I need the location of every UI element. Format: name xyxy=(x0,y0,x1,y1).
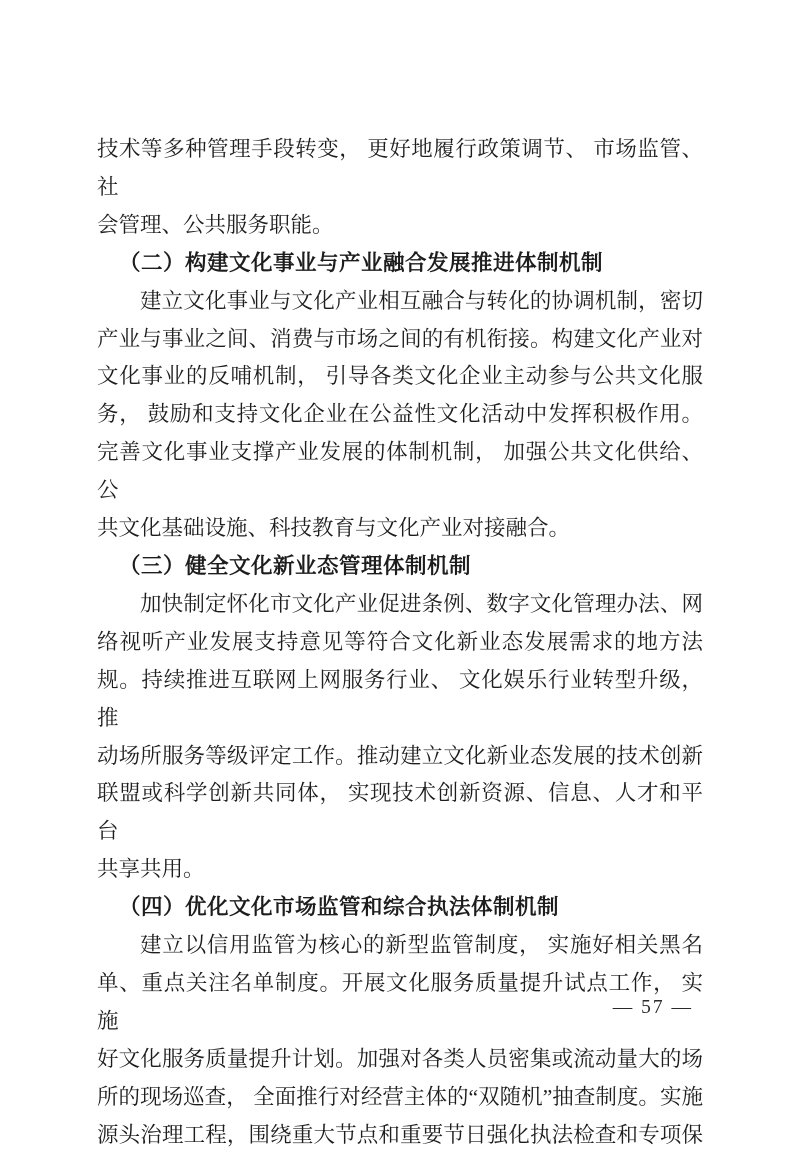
section-heading: （三）健全文化新业态管理体制机制 xyxy=(119,553,472,578)
text-line: 务， 鼓励和支持文化企业在公益性文化活动中发挥积极作用。 xyxy=(97,402,703,427)
text-line: 产业与事业之间、消费与市场之间的有机衔接。构建文化产业对 xyxy=(97,326,703,351)
text-line: 动场所服务等级评定工作。推动建立文化新业态发展的技术创新 xyxy=(97,743,703,768)
text-line: 规。持续推进互联网上网服务行业、 文化娱乐行业转型升级，推 xyxy=(97,667,703,730)
text-line: 文化事业的反哺机制， 引导各类文化企业主动参与公共文化服 xyxy=(97,364,703,389)
text-line: 技术等多种管理手段转变， 更好地履行政策调节、 市场监管、社 xyxy=(97,137,703,199)
text-line: 完善文化事业支撑产业发展的体制机制， 加强公共文化供给、公 xyxy=(97,440,703,503)
text-line: 单、重点关注名单制度。开展文化服务质量提升试点工作， 实施 xyxy=(97,970,703,1033)
text-line: 建立文化事业与文化产业相互融合与转化的协调机制，密切 xyxy=(140,288,703,313)
text-line: 建立以信用监管为核心的新型监管制度， 实施好相关黑名 xyxy=(140,933,703,958)
text-line: 共文化基础设施、科技教育与文化产业对接融合。 xyxy=(97,516,571,541)
text-line: 源头治理工程，围绕重大节点和重要节日强化执法检查和专项保 xyxy=(97,1122,703,1147)
text-line: 络视听产业发展支持意见等符合文化新业态发展需求的地方法 xyxy=(97,629,703,654)
text-line: 加快制定怀化市文化产业促进条例、数字文化管理办法、网 xyxy=(140,591,703,616)
text-line: 会管理、公共服务职能。 xyxy=(97,212,334,237)
text-line: 所的现场巡查， 全面推行对经营主体的“双随机”抽查制度。实施 xyxy=(97,1084,703,1109)
text-line: 好文化服务质量提升计划。加强对各类人员密集或流动量大的场 xyxy=(97,1046,703,1071)
text-line: 共享共用。 xyxy=(97,857,205,882)
text-line: 联盟或科学创新共同体， 实现技术创新资源、信息、人才和平台 xyxy=(97,781,703,844)
section-heading: （四）优化文化市场监管和综合执法体制机制 xyxy=(119,895,560,920)
section-heading: （二）构建文化事业与产业融合发展推进体制机制 xyxy=(119,250,604,275)
page-number: — 57 — xyxy=(612,997,693,1018)
